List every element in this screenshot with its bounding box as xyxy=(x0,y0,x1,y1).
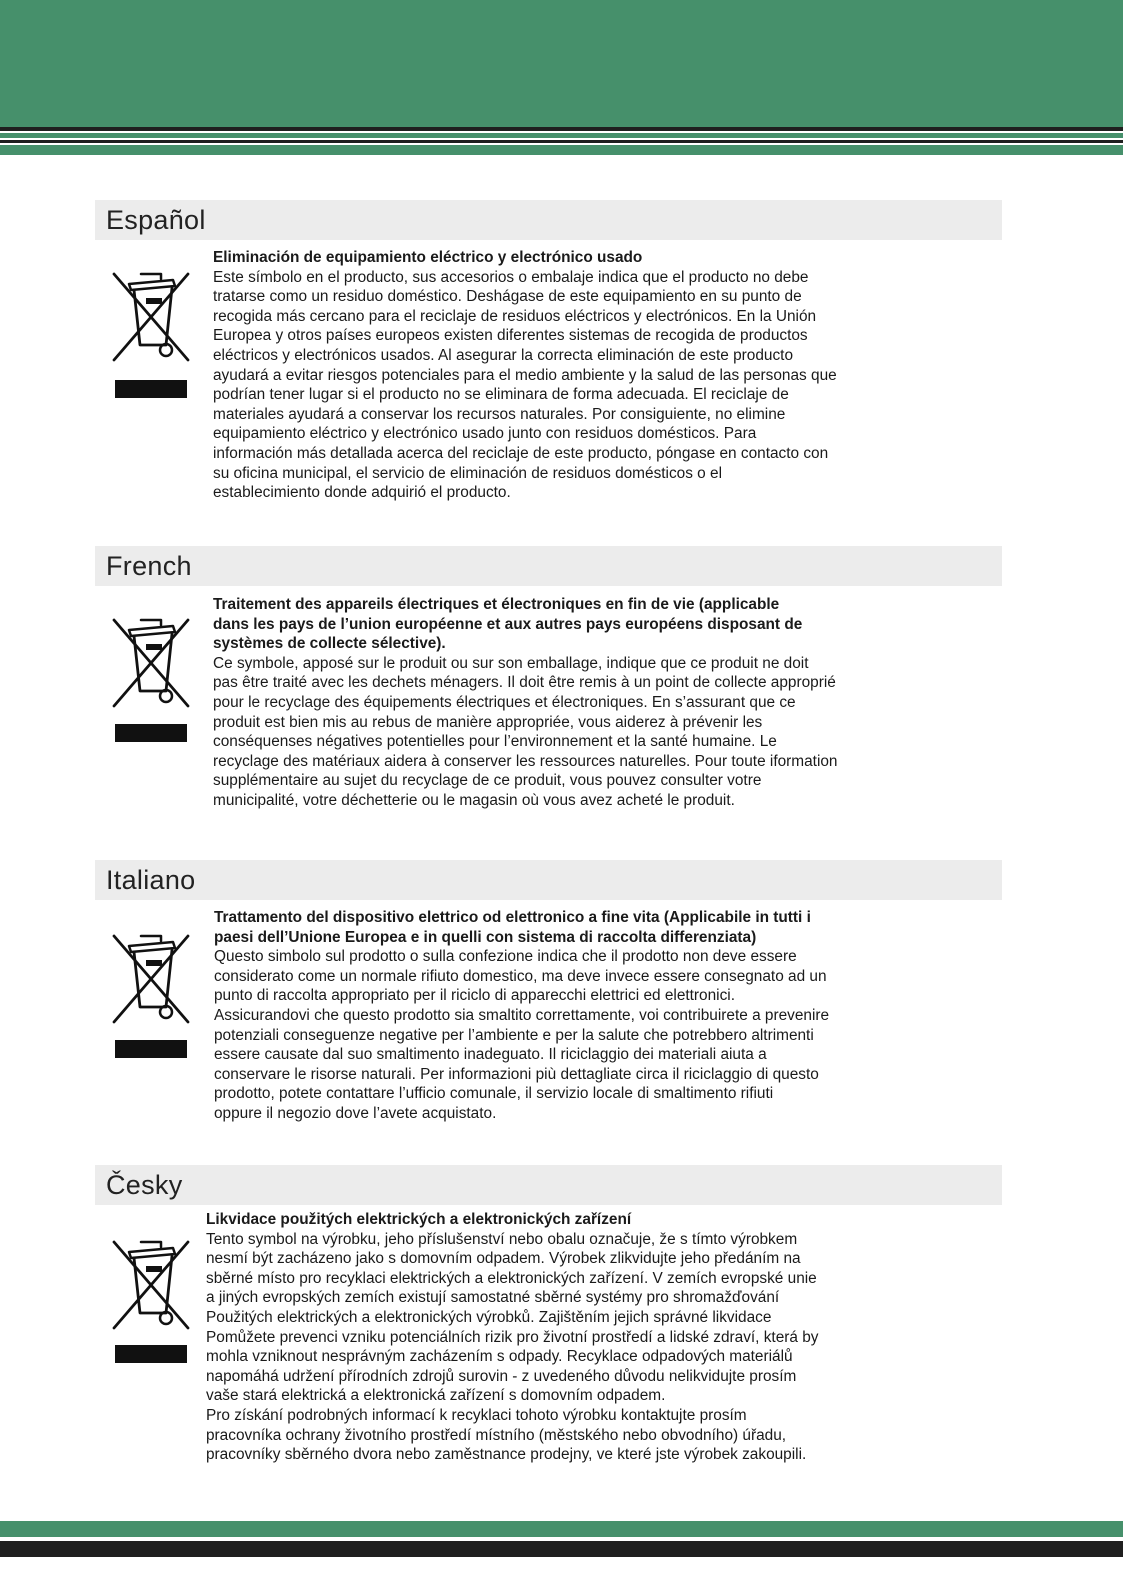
weee-black-bar xyxy=(115,1040,187,1058)
language-heading-bar xyxy=(95,1165,1002,1205)
weee-black-bar xyxy=(115,724,187,742)
weee-bin-icon xyxy=(110,932,192,1032)
section-body: Este símbolo en el producto, sus accesorios o embalaje indica que el producto no debe tratarse como un residuo doméstico. Deshágase de este equipamiento en su punto de recogida más cercano para el reciclaje de residuos eléctricos y electrónicos. En la Unión Europea y otros países europeos existen diferentes sistemas de recogida de productos eléctricos y electrónicos usados. Al asegurar la correcta eliminación de este producto ayudará a evitar riesgos potenciales para el medio ambiente y la salud de las personas que podrían tener lugar si el producto no se eliminara de forma adecuada. El reciclaje de materiales ayudará a conservar los recursos naturales. Por consiguiente, no elimine equipamiento eléctrico y electrónico usado junto con residuos domésticos. Para información más detallada acerca del reciclaje de este producto, póngase en contacto con su oficina municipal, el servicio de eliminación de residuos domésticos o el establecimiento donde adquirió el producto. xyxy=(213,268,837,502)
section-text xyxy=(214,908,1004,1124)
language-heading: Italiano xyxy=(106,865,196,895)
section-title: Eliminación de equipamiento eléctrico y electrónico usado xyxy=(213,249,643,266)
footer-black-band xyxy=(0,1541,1123,1557)
header-divider-line xyxy=(0,145,1123,155)
language-heading-bar xyxy=(95,546,1002,586)
section-title: Trattamento del dispositivo elettrico od elettronico a fine vita (Applicabile in tutti i paesi dell’Unione Europea e in quelli con sistema di raccolta differenziata) xyxy=(214,909,811,946)
header-divider-line xyxy=(0,133,1123,138)
crossed-out-wheelie-bin-icon xyxy=(110,932,192,1032)
crossed-out-wheelie-bin-icon xyxy=(110,270,192,370)
weee-bin-icon xyxy=(110,270,192,370)
crossed-out-wheelie-bin-icon xyxy=(110,616,192,716)
header-green-band xyxy=(0,0,1123,127)
section-body: Questo simbolo sul prodotto o sulla confezione indica che il prodotto non deve essere considerato come un normale rifiuto domestico, ma deve invece essere consegnato ad un punto di raccolta appropriato per il riciclo di apparecchi elettrici ed elettronici. Assicurandovi che questo prodotto sia smaltito correttamente, voi contribuirete a prevenire potenziali conseguenze negative per l’ambiente e per la salute che potrebbero altrimenti essere causate dal suo smaltimento inadeguato. Il riciclaggio dei materiali aiuta a conservare le risorse naturali. Per informazioni più dettagliate circa il riciclaggio di questo prodotto, potete contattare l’ufficio comunale, il servizio locale di smaltimento rifiuti oppure il negozio dove l’avete acquistato. xyxy=(214,948,830,1122)
language-heading: French xyxy=(106,551,192,581)
language-heading: Česky xyxy=(106,1170,183,1200)
section-body: Ce symbole, apposé sur le produit ou sur son emballage, indique que ce produit ne doit pas être traité avec les dechets ménagers. Il doit être remis à un point de collecte approprié pour le recyclage des équipements électriques et électroniques. En s’assurant que ce produit est bien mis au rebus de manière appropriée, vous aiderez à prévenir les conséquenses négatives potentielles pour l’environnement et la santé humaine. Le recyclage des matériaux aidera à conserver les ressources naturelles. Pour toute iformation supplémentaire au sujet du recyclage de ce produit, vous pouvez consulter votre municipalité, votre déchetterie ou le magasin où vous avez acheté le produit. xyxy=(213,654,838,809)
section-title: Traitement des appareils électriques et électroniques en fin de vie (applicable dans les pays de l’union européenne et aux autres pays européens disposant de systèmes de collecte sélective). xyxy=(213,596,803,653)
footer-green-band xyxy=(0,1521,1123,1537)
header-divider-line xyxy=(0,127,1123,131)
section-text xyxy=(213,595,1003,811)
header-divider-line xyxy=(0,140,1123,143)
weee-black-bar xyxy=(115,380,187,398)
weee-bin-icon xyxy=(110,1238,192,1338)
section-body: Tento symbol na výrobku, jeho příslušenství nebo obalu označuje, že s tímto výrobkem nesmí být zacházeno jako s domovním odpadem. Výrobek zlikvidujte jeho předáním na sběrné místo pro recyklaci elektrických a elektronických zařízení. V zemích evropské unie a jiných evropských zemích existují samostatné sběrné systémy pro shromažďování Použitých elektrických a elektronických výrobků. Zajištěním jejich správné likvidace Pomůžete prevenci vzniku potenciálních rizik pro životní prostředí a lidské zdraví, která by mohla vzniknout nesprávným zacházením s odpady. Recyklace odpadových materiálů napomáhá udržení přírodních zdrojů surovin - z uvedeného důvodu nelikvidujte prosím vaše stará elektrická a elektronická zařízení s domovním odpadem. Pro získání podrobných informací k recyklaci tohoto výrobku kontaktujte prosím pracovníka ochrany životního prostředí místního (městského nebo obvodního) úřadu, pracovníky sběrného dvora nebo zaměstnance prodejny, ve které jste výrobek zakoupili. xyxy=(206,1230,819,1464)
language-heading-bar xyxy=(95,860,1002,900)
weee-black-bar xyxy=(115,1345,187,1363)
section-title: Likvidace použitých elektrických a elektronických zařízení xyxy=(206,1211,632,1228)
weee-bin-icon xyxy=(110,616,192,716)
language-heading-bar xyxy=(95,200,1002,240)
section-text xyxy=(206,1210,1006,1465)
crossed-out-wheelie-bin-icon xyxy=(110,1238,192,1338)
section-text xyxy=(213,248,1003,503)
language-heading: Español xyxy=(106,205,206,235)
